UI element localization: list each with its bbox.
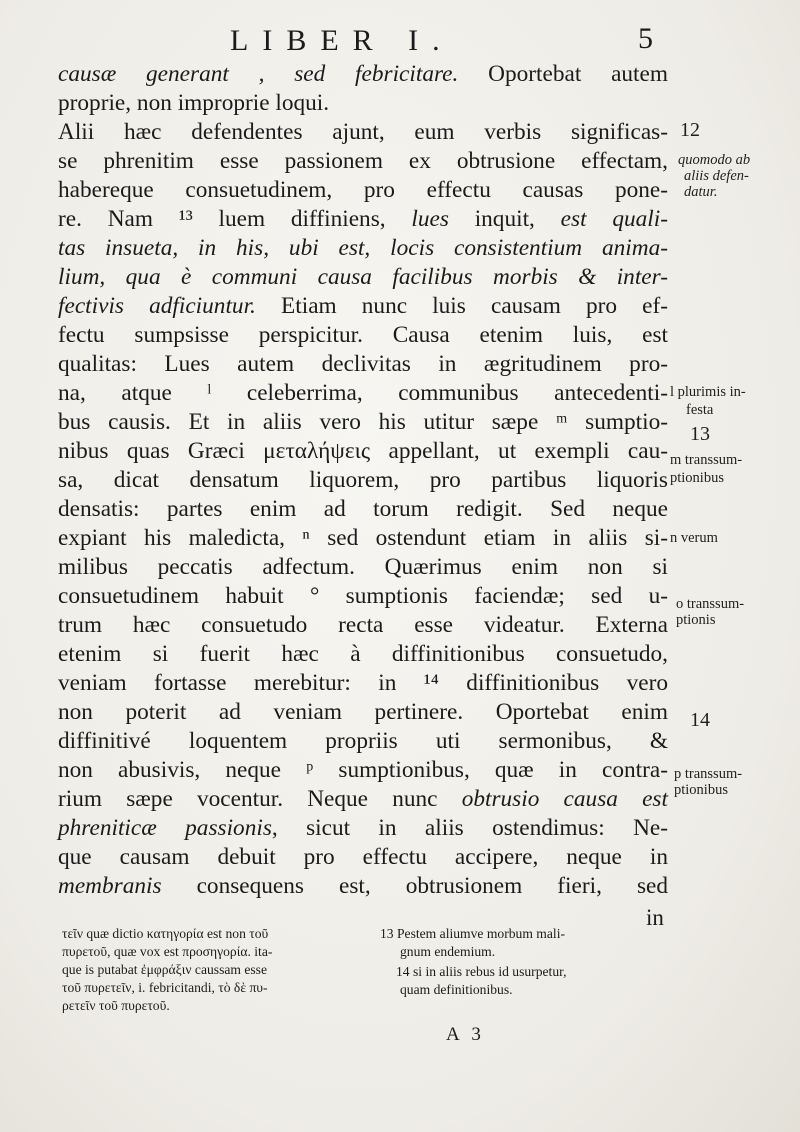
margin-note-p: ptionibus [674, 782, 728, 798]
margin-note-quomodo: quomodo ab [678, 152, 751, 168]
text-line [58, 553, 668, 582]
text-line [58, 147, 668, 176]
text-segment: qualitas: Lues autem declivitas in ægritudinem pro- [58, 351, 668, 377]
text-line [58, 756, 668, 785]
text-segment: expiant his maledicta, ⁿ sed ostendunt etiam in aliis si- [58, 525, 668, 551]
text-segment: na, atque ˡ celeberrima, communibus antecedenti- [58, 380, 668, 406]
text-segment: Oportebat autem [458, 61, 668, 87]
text-line [58, 727, 668, 756]
margin-note-m: m transsum- [670, 452, 743, 468]
text-line [58, 814, 668, 843]
text-line [58, 321, 668, 350]
text-segment: lues [411, 206, 449, 232]
text-line [58, 437, 668, 466]
text-segment: tas insueta, in his, ubi est, locis consistentium anima- [58, 235, 668, 261]
text-segment: consuetudinem habuit ° sumptionis faciendæ; sed u- [58, 583, 668, 609]
text-segment: fectu sumpsisse perspicitur. Causa etenim luis, est [58, 322, 668, 348]
text-line [58, 350, 668, 379]
text-line [58, 408, 668, 437]
footnote-left-line: τοῦ πυρετεῖν, i. febricitandi, τὸ δὲ πυ- [62, 980, 268, 995]
footnote-right-line: quam definitionibus. [400, 982, 513, 997]
margin-note-m: ptionibus [670, 470, 724, 486]
text-line [58, 611, 668, 640]
margin-note-l: l plurimis in- [670, 384, 746, 400]
margin-number-13: 13 [690, 423, 710, 445]
margin-note-quomodo: datur. [684, 184, 718, 200]
text-line [58, 669, 668, 698]
margin-note-n: n verum [670, 530, 718, 546]
text-line [58, 234, 668, 263]
footnote-left-line: τεῖν quæ dictio κατηγορία est non τοῦ [62, 926, 269, 941]
margin-note-p: p transsum- [674, 766, 743, 782]
signature-mark: A 3 [446, 1024, 485, 1045]
text-line [58, 176, 668, 205]
text-segment: non abusivis, neque ᵖ sumptionibus, quæ in contra- [58, 757, 668, 783]
text-segment: , sicut in aliis ostendimus: Ne- [271, 815, 668, 841]
margin-note-o: o transsum- [676, 596, 745, 612]
text-line [58, 466, 668, 495]
text-segment: trum hæc consuetudo recta esse videatur. Externa [58, 612, 668, 638]
text-segment: que causam debuit pro effectu accipere, neque in [58, 844, 668, 870]
margin-note-quomodo: aliis defen- [684, 168, 749, 184]
running-head: LIBER I. [230, 24, 454, 57]
text-line [58, 698, 668, 727]
text-segment: bus causis. Et in aliis vero his utitur sæpe ᵐ sumptio- [58, 409, 668, 435]
text-segment: lium, qua è communi causa facilibus morbis & inter- [58, 264, 668, 290]
text-segment: veniam fortasse merebitur: in ¹⁴ diffinitionibus vero [58, 670, 668, 696]
text-line [58, 205, 668, 234]
main-text [58, 60, 668, 901]
text-line [58, 843, 668, 872]
text-segment: phreniticæ passionis [58, 815, 272, 841]
text-line [58, 118, 668, 147]
footnote-left-line: ρετεῖν τοῦ πυρετοῦ. [62, 998, 170, 1013]
footnote-right-line: 14 si in aliis rebus id usurpetur, [396, 964, 567, 979]
text-segment: non poterit ad veniam pertinere. Oportebat enim [58, 699, 668, 725]
text-segment: est quali- [560, 206, 668, 232]
text-segment: diffinitivé loquentem propriis uti sermonibus, & [58, 728, 668, 754]
text-line [58, 582, 668, 611]
text-segment: nibus quas Græci μεταλήψεις appellant, ut exempli cau- [58, 438, 668, 464]
catchword: in [646, 905, 664, 930]
text-line [58, 89, 668, 118]
footnote-right-line: 13 Pestem aliumve morbum mali- [380, 926, 565, 941]
text-line [58, 495, 668, 524]
text-segment: habereque consuetudinem, pro effectu causas pone- [58, 177, 668, 203]
text-line [58, 640, 668, 669]
text-line [58, 785, 668, 814]
footnote-right-line: gnum endemium. [400, 944, 496, 959]
text-line [58, 379, 668, 408]
text-segment: Alii hæc defendentes ajunt, eum verbis significas- [58, 119, 668, 145]
footnote-left-line: πυρετοῦ, quæ vox est προσηγορία. ita- [62, 944, 273, 959]
text-segment: consequens est, obtrusionem fieri, sed [161, 873, 668, 899]
text-line [58, 524, 668, 553]
text-segment: obtrusio causa est [461, 786, 668, 812]
text-segment: inquit, [448, 206, 561, 232]
margin-note-o: ptionis [676, 612, 716, 628]
text-segment: densatis: partes enim ad torum redigit. Sed neque [58, 496, 668, 522]
text-line [58, 872, 668, 901]
margin-number-14: 14 [690, 709, 710, 731]
text-segment: fectivis adficiuntur. [58, 293, 256, 319]
text-line [58, 60, 668, 89]
margin-number-12: 12 [680, 119, 700, 141]
text-segment: re. Nam ¹³ luem diffiniens, [58, 206, 412, 232]
text-segment: proprie, non improprie loqui. [58, 90, 330, 116]
footnote-left-line: que is putabat ἐμφράξιν caussam esse [62, 962, 268, 977]
text-segment: milibus peccatis adfectum. Quærimus enim non si [58, 554, 668, 580]
text-segment: membranis [58, 873, 162, 899]
text-line [58, 263, 668, 292]
text-segment: se phrenitim esse passionem ex obtrusione effectam, [58, 148, 668, 174]
text-segment: etenim si fuerit hæc à diffinitionibus consuetudo, [58, 641, 668, 667]
text-segment: causæ generant , sed febricitare. [58, 61, 459, 87]
page-number: 5 [638, 22, 653, 55]
margin-note-l: festa [686, 402, 714, 418]
text-segment: Etiam nunc luis causam pro ef- [255, 293, 668, 319]
text-segment: sa, dicat densatum liquorem, pro partibus liquoris [58, 467, 668, 493]
text-line [58, 292, 668, 321]
text-segment: rium sæpe vocentur. Neque nunc [58, 786, 462, 812]
